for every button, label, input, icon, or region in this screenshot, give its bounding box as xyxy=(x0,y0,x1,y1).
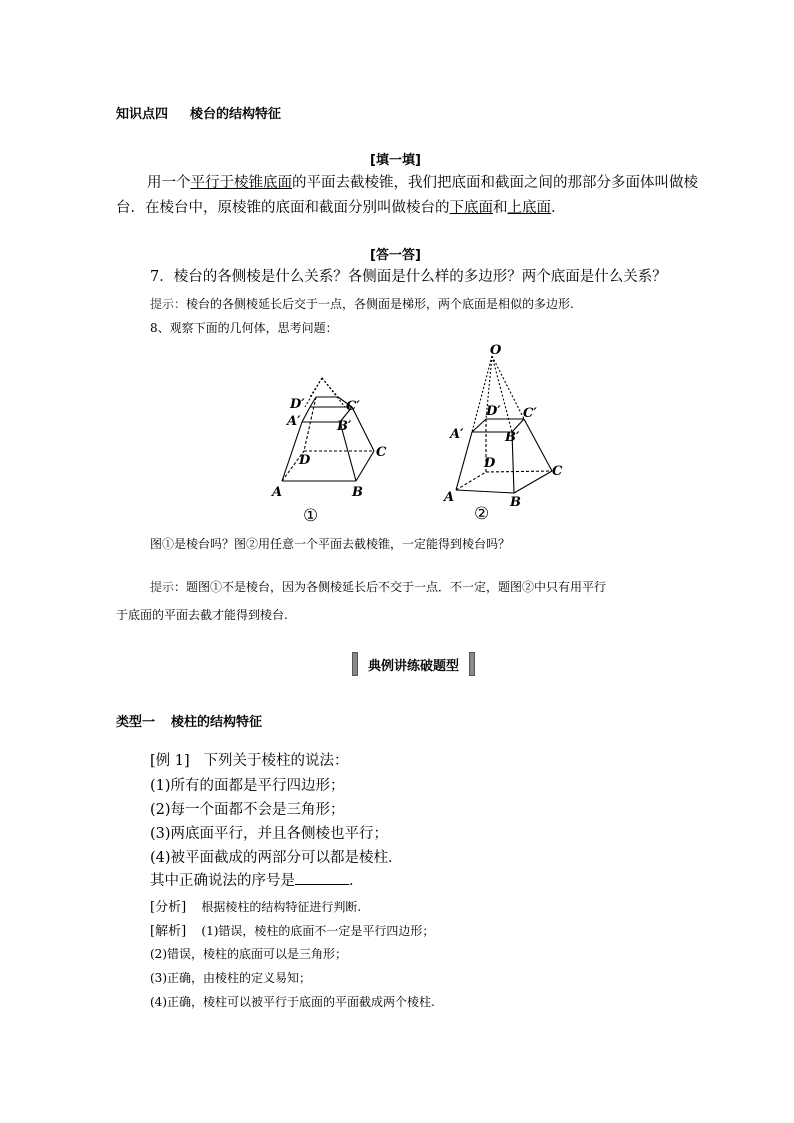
banner-right-bar xyxy=(469,652,475,676)
edge xyxy=(356,451,374,481)
figure-1-frustum-like xyxy=(282,378,374,481)
vertex-label: C′ xyxy=(346,399,360,414)
blank-answer-upper-base: 上底面 xyxy=(507,200,551,216)
solution-label: [解析] xyxy=(150,924,187,939)
solution-line xyxy=(150,920,434,939)
solution-text: (1)错误，棱柱的底面不一定是平行四边形； xyxy=(201,924,435,938)
definition-text: 用一个 xyxy=(147,175,191,191)
definition-text: 的平面去截棱锥，我们把底面和截面之间的那部分多面体叫做棱 xyxy=(292,175,698,191)
example-intro xyxy=(150,749,348,774)
type-number: 类型一 xyxy=(116,715,156,730)
hidden-edge xyxy=(304,397,316,451)
hint-line-2: 于底面的平面去截才能得到棱台. xyxy=(116,608,288,622)
blank-answer-lower-base: 下底面 xyxy=(449,200,493,216)
definition-line-1 xyxy=(147,171,698,196)
type-name: 棱柱的结构特征 xyxy=(171,715,263,730)
statement-item: (4)被平面截成的两部分可以都是棱柱． xyxy=(150,850,403,866)
hint-line-1 xyxy=(150,578,606,595)
edge xyxy=(472,419,486,432)
figure-2-pyramid xyxy=(456,356,552,493)
vertex-label: A′ xyxy=(287,414,301,429)
extension-line xyxy=(310,378,322,397)
vertex-label: D′ xyxy=(486,404,501,419)
analysis-label: [分析] xyxy=(150,900,187,915)
edge xyxy=(514,471,552,493)
vertex-label: D xyxy=(299,453,311,468)
extension-line xyxy=(492,356,512,432)
statement-item: (2)每一个面都不会是三角形； xyxy=(150,802,345,818)
edge xyxy=(456,490,514,493)
analysis-text: 根据棱柱的结构特征进行判断. xyxy=(201,900,362,914)
hidden-edge xyxy=(486,471,552,472)
solution-line: (3)正确，由棱柱的定义易知； xyxy=(150,971,311,985)
ask-text: 其中正确说法的序号是 xyxy=(150,873,295,889)
statement-item: (1)所有的面都是平行四边形； xyxy=(150,778,345,794)
section-name: 棱台的结构特征 xyxy=(190,107,282,122)
section-number: 知识点四 xyxy=(116,107,169,122)
hint-label: 提示： xyxy=(150,297,187,311)
extension-line xyxy=(472,356,492,432)
hint-text: ：题图①不是棱台，因为各侧棱延长后不交于一点．不一定，题图②中只有用平行 xyxy=(174,580,607,594)
blank-answer-parallel: 平行于棱锥底面 xyxy=(190,175,292,191)
type-title xyxy=(116,711,262,730)
vertex-label: B xyxy=(352,485,363,500)
solution-line: (4)正确，棱柱可以被平行于底面的平面截成两个棱柱. xyxy=(150,995,435,1009)
section-banner xyxy=(352,652,475,676)
edge xyxy=(524,419,552,471)
vertex-label: C′ xyxy=(523,406,537,421)
vertex-label: A′ xyxy=(450,427,464,442)
vertex-label: D′ xyxy=(290,397,305,412)
fill-in-heading: [填一填] xyxy=(370,153,421,168)
answer-heading: [答一答] xyxy=(370,248,421,263)
vertex-label: C xyxy=(376,445,387,460)
example-text: 下列关于棱柱的说法： xyxy=(203,753,349,769)
answer-7 xyxy=(150,295,574,312)
vertex-label: B′ xyxy=(337,419,352,434)
analysis xyxy=(150,896,361,915)
definition-line-2 xyxy=(116,196,566,221)
statement-item: (3)两底面平行，并且各侧棱也平行； xyxy=(150,826,389,842)
answer-blank[interactable] xyxy=(295,872,349,885)
extension-line xyxy=(322,378,338,397)
vertex-label: B′ xyxy=(505,430,520,445)
hint-label: 提示 xyxy=(150,580,175,594)
question-8: 8、观察下面的几何体，思考问题： xyxy=(150,321,338,335)
vertex-label: D xyxy=(484,456,496,471)
figure-2-number: ② xyxy=(474,504,490,524)
vertex-label: C xyxy=(552,464,563,479)
example-label: [例 1] xyxy=(150,753,190,769)
figure-1-number: ① xyxy=(303,506,319,526)
definition-text: 和 xyxy=(493,200,508,216)
figure-question: 图①是棱台吗？图②用任意一个平面去截棱锥，一定能得到棱台吗？ xyxy=(150,537,511,551)
definition-text: 台．在棱台中，原棱锥的底面和截面分别叫做棱台的 xyxy=(116,200,450,216)
solution-line: (2)错误，棱柱的底面可以是三角形； xyxy=(150,947,347,961)
vertex-label: O xyxy=(490,343,502,358)
vertex-label: A xyxy=(272,485,283,500)
geometry-figures xyxy=(260,338,580,528)
question-7: 7．棱台的各侧棱是什么关系？各侧面是什么样的多边形？两个底面是什么关系？ xyxy=(150,269,667,285)
definition-text: ． xyxy=(551,200,566,216)
vertex-label: A xyxy=(444,490,455,505)
section-title xyxy=(116,103,281,122)
ask-end: ． xyxy=(349,873,364,889)
answer-7-text: 棱台的各侧棱延长后交于一点，各侧面是梯形，两个底面是相似的多边形. xyxy=(186,297,574,311)
vertex-label: B xyxy=(510,495,521,510)
question-ask xyxy=(150,869,364,894)
banner-label: 典例讲练破题型 xyxy=(368,658,460,674)
edge xyxy=(282,422,302,481)
